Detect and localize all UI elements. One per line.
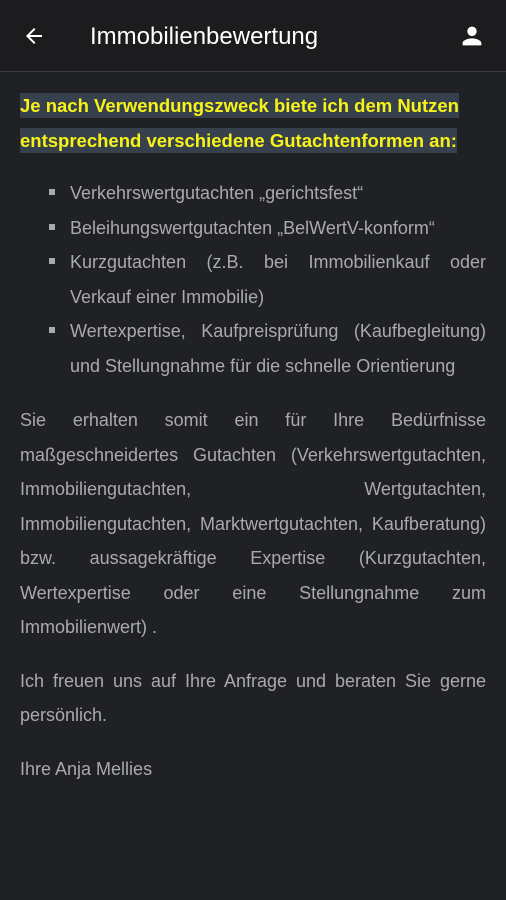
- intro-highlight: Je nach Verwendungszweck biete ich dem Nutzen entsprechend verschiedene Gutachtenformen an:: [20, 95, 459, 151]
- list-item: Wertexpertise, Kaufpreisprüfung (Kaufbegleitung) und Stellungnahme für die schnelle Orientierung: [70, 314, 486, 383]
- app-bar: [0, 0, 506, 72]
- arrow-left-icon: [22, 24, 46, 48]
- back-button[interactable]: [14, 16, 54, 56]
- signature: Ihre Anja Mellies: [20, 758, 153, 779]
- list-item: Kurzgutachten (z.B. bei Immobilienkauf oder Verkauf einer Immobilie): [70, 245, 486, 314]
- list-item: Beleihungswertgutachten „BelWertV-konform“: [70, 211, 486, 246]
- intro-heading: [20, 88, 486, 158]
- list-item: Verkehrswertgutachten „gerichtsfest“: [70, 176, 486, 211]
- person-icon: [458, 22, 486, 50]
- account-button[interactable]: [452, 16, 492, 56]
- body-paragraph-2: Ich freuen uns auf Ihre Anfrage und beraten Sie gerne persönlich.: [20, 670, 486, 725]
- gutachten-list: [20, 176, 486, 383]
- body-paragraph-1: Sie erhalten somit ein für Ihre Bedürfnisse maßgeschneidertes Gutachten (Verkehrswertgutachten, Immobiliengutachten, Wertgutachten, Immobiliengutachten, Marktwertgutachten, Kaufberatung) bzw. aussagekräftige Expertise (Kurzgutachten, Wertexpertise oder eine Stellungnahme zum Immobilienwert) .: [20, 410, 486, 637]
- content-area[interactable]: [0, 72, 506, 900]
- page-title: Immobilienbewertung: [90, 23, 319, 50]
